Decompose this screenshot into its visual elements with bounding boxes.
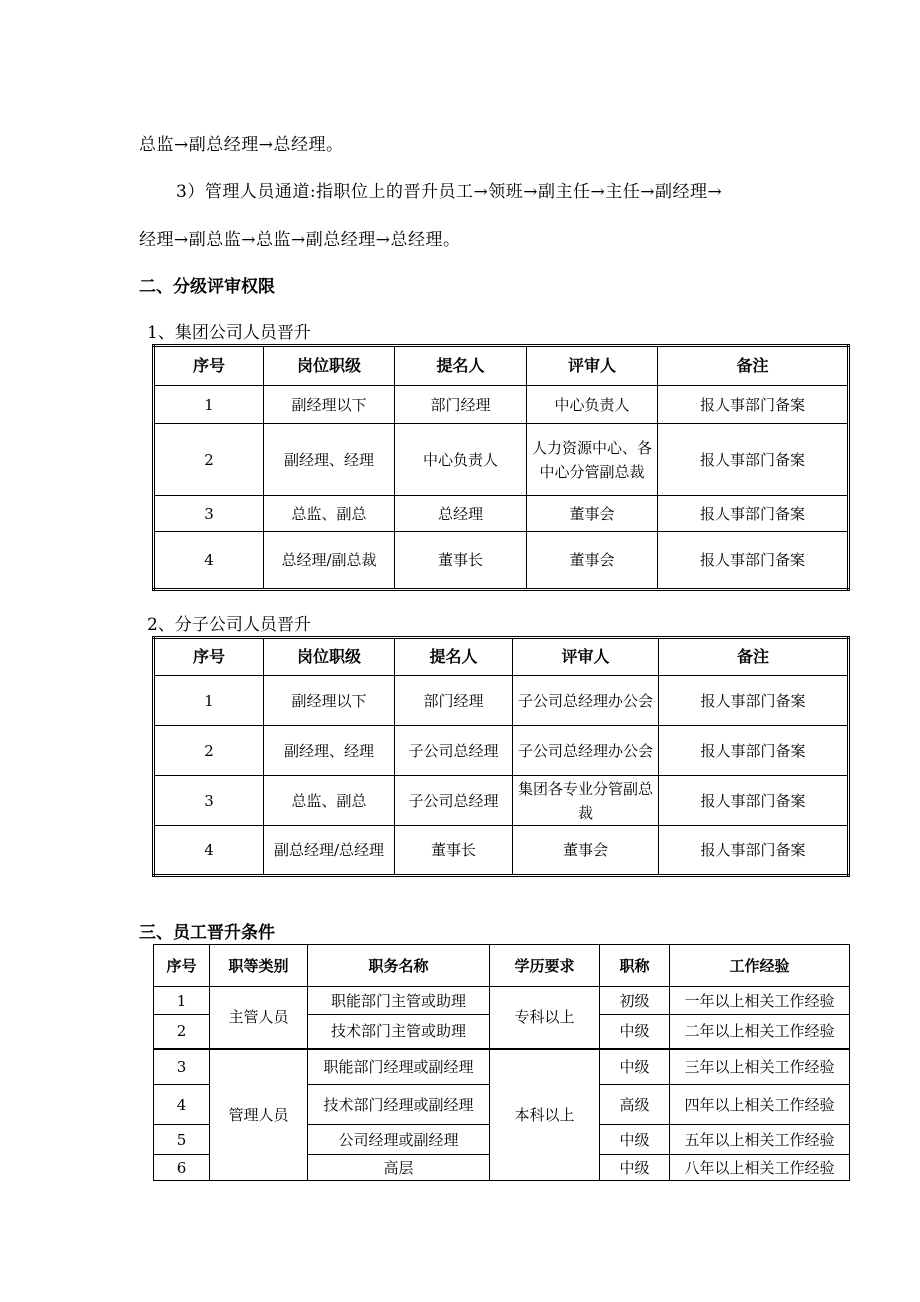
cell-position: 技术部门经理或副经理 (308, 1085, 490, 1125)
cell-nominator: 部门经理 (395, 386, 527, 424)
cell-nominator: 中心负责人 (395, 424, 527, 496)
header-cell: 序号 (154, 346, 264, 386)
header-cell: 备注 (658, 346, 849, 386)
cell-level: 副经理以下 (264, 676, 395, 726)
cell-level: 副经理以下 (264, 386, 395, 424)
cell-index: 2 (154, 726, 264, 776)
cell-experience: 二年以上相关工作经验 (670, 1015, 850, 1049)
header-cell: 评审人 (527, 346, 658, 386)
header-cell: 备注 (659, 638, 849, 676)
cell-experience: 三年以上相关工作经验 (670, 1049, 850, 1085)
cell-position: 职能部门主管或助理 (308, 987, 490, 1015)
cell-level: 总经理/副总裁 (264, 532, 395, 590)
intro-line-3: 经理→副总监→总监→副总经理→总经理。 (139, 230, 461, 250)
header-cell: 岗位职级 (264, 346, 395, 386)
section-3-title: 三、员工晋升条件 (139, 923, 275, 943)
header-cell: 序号 (154, 638, 264, 676)
cell-category: 主管人员 (210, 987, 308, 1049)
cell-level: 副经理、经理 (264, 424, 395, 496)
cell-title: 初级 (600, 987, 670, 1015)
cell-experience: 五年以上相关工作经验 (670, 1125, 850, 1155)
cell-reviewer: 集团各专业分管副总裁 (513, 776, 659, 826)
cell-education: 本科以上 (490, 1049, 600, 1181)
cell-reviewer: 董事会 (527, 532, 658, 590)
cell-index: 4 (154, 532, 264, 590)
cell-reviewer: 中心负责人 (527, 386, 658, 424)
header-cell: 序号 (154, 945, 210, 987)
cell-education: 专科以上 (490, 987, 600, 1049)
cell-index: 3 (154, 1049, 210, 1085)
cell-index: 3 (154, 496, 264, 532)
cell-title: 中级 (600, 1049, 670, 1085)
section-2-title: 二、分级评审权限 (139, 277, 275, 297)
intro-line-2: 3）管理人员通道:指职位上的晋升员工→领班→副主任→主任→副经理→ (176, 182, 723, 202)
subsidiary-promotion-table (152, 636, 850, 877)
cell-note: 报人事部门备案 (658, 496, 849, 532)
cell-nominator: 子公司总经理 (395, 776, 513, 826)
header-cell: 学历要求 (490, 945, 600, 987)
cell-note: 报人事部门备案 (659, 776, 849, 826)
cell-experience: 八年以上相关工作经验 (670, 1155, 850, 1181)
cell-index: 2 (154, 424, 264, 496)
header-cell: 工作经验 (670, 945, 850, 987)
subsection-group-title: 1、集团公司人员晋升 (147, 323, 311, 343)
cell-title: 中级 (600, 1015, 670, 1049)
table-header-row (154, 945, 850, 987)
cell-experience: 一年以上相关工作经验 (670, 987, 850, 1015)
header-cell: 职务名称 (308, 945, 490, 987)
cell-note: 报人事部门备案 (659, 726, 849, 776)
table-header-row (154, 346, 849, 386)
cell-note: 报人事部门备案 (659, 676, 849, 726)
cell-nominator: 子公司总经理 (395, 726, 513, 776)
header-cell: 职称 (600, 945, 670, 987)
header-cell: 提名人 (395, 346, 527, 386)
table-row (154, 676, 849, 726)
cell-level: 副总经理/总经理 (264, 826, 395, 876)
cell-title: 高级 (600, 1085, 670, 1125)
cell-note: 报人事部门备案 (659, 826, 849, 876)
cell-index: 6 (154, 1155, 210, 1181)
cell-title: 中级 (600, 1125, 670, 1155)
cell-index: 5 (154, 1125, 210, 1155)
header-cell: 职等类别 (210, 945, 308, 987)
cell-nominator: 董事长 (395, 532, 527, 590)
table-row (154, 1049, 850, 1085)
cell-reviewer: 董事会 (527, 496, 658, 532)
table-row (154, 532, 849, 590)
cell-category: 管理人员 (210, 1049, 308, 1181)
header-cell: 岗位职级 (264, 638, 395, 676)
table-row (154, 826, 849, 876)
cell-level: 总监、副总 (264, 776, 395, 826)
cell-note: 报人事部门备案 (658, 386, 849, 424)
cell-level: 总监、副总 (264, 496, 395, 532)
promotion-conditions-table (153, 944, 850, 1181)
cell-nominator: 董事长 (395, 826, 513, 876)
table-row (154, 726, 849, 776)
table-row (154, 386, 849, 424)
cell-index: 3 (154, 776, 264, 826)
cell-nominator: 总经理 (395, 496, 527, 532)
cell-position: 技术部门主管或助理 (308, 1015, 490, 1049)
cell-reviewer: 子公司总经理办公会 (513, 726, 659, 776)
cell-index: 1 (154, 676, 264, 726)
table-row (154, 987, 850, 1015)
intro-line-1: 总监→副总经理→总经理。 (139, 135, 344, 155)
cell-position: 高层 (308, 1155, 490, 1181)
cell-reviewer: 董事会 (513, 826, 659, 876)
table-row (154, 424, 849, 496)
cell-position: 公司经理或副经理 (308, 1125, 490, 1155)
cell-index: 4 (154, 826, 264, 876)
cell-index: 2 (154, 1015, 210, 1049)
group-promotion-table (152, 344, 850, 591)
cell-title: 中级 (600, 1155, 670, 1181)
cell-note: 报人事部门备案 (658, 424, 849, 496)
table-row (154, 776, 849, 826)
cell-reviewer: 子公司总经理办公会 (513, 676, 659, 726)
subsection-subsidiary-title: 2、分子公司人员晋升 (147, 615, 311, 635)
table-header-row (154, 638, 849, 676)
table-row (154, 496, 849, 532)
cell-index: 4 (154, 1085, 210, 1125)
cell-reviewer: 人力资源中心、各中心分管副总裁 (527, 424, 658, 496)
cell-level: 副经理、经理 (264, 726, 395, 776)
cell-index: 1 (154, 386, 264, 424)
header-cell: 评审人 (513, 638, 659, 676)
cell-experience: 四年以上相关工作经验 (670, 1085, 850, 1125)
cell-index: 1 (154, 987, 210, 1015)
cell-note: 报人事部门备案 (658, 532, 849, 590)
cell-nominator: 部门经理 (395, 676, 513, 726)
header-cell: 提名人 (395, 638, 513, 676)
cell-position: 职能部门经理或副经理 (308, 1049, 490, 1085)
